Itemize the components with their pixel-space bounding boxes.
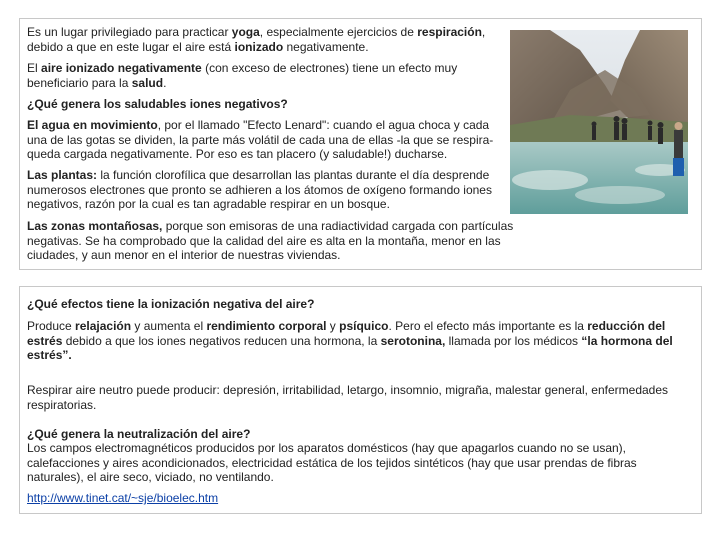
question-iones-negativos: ¿Qué genera los saludables iones negativos? <box>27 97 288 111</box>
text-segment: . <box>163 75 167 90</box>
bold-text-segment: psíquico <box>339 319 389 333</box>
bold-text-segment: El agua en movimiento <box>27 118 158 132</box>
paragraph-zonas-montanosas <box>27 219 522 263</box>
bioelec-link[interactable]: http://www.tinet.cat/~sje/bioelec.htm <box>27 491 219 505</box>
bold-text-segment: reducción del estrés <box>27 319 666 348</box>
text-segment: y aumenta el <box>131 319 207 333</box>
bold-text-segment: relajación <box>75 319 132 333</box>
text-segment: . Pero el efecto más importante es la <box>388 319 588 333</box>
question-efectos-ionizacion: ¿Qué efectos tiene la ionización negativa del aire? <box>27 297 315 311</box>
paragraph-efectos <box>27 319 677 363</box>
text-segment: , por el llamado "Efecto Lenard": cuando el agua choca y cada una de las gotas se dividen, la parte más volátil de cada una de ellas -la que se respira- queda cargada negativamente. Por eso es tan placero (y saludable!) ducharse. <box>27 118 494 161</box>
text-segment: Es un lugar privilegiado para practicar <box>27 25 232 39</box>
text-segment: llamada por los médicos <box>445 333 582 348</box>
paragraph-campos-electromagneticos: Los campos electromagnéticos producidos por los aparatos domésticos (hay que apagarlos cuando no se usan), calefacciones y aires acondicionados, electricidad estática de los tejidos sintéticos (hay que usar prendas de fibras naturales), el aire seco, viciado, no ventilando. <box>27 441 637 484</box>
paragraph-aire-ionizado <box>27 61 497 90</box>
text-segment: El <box>27 61 42 75</box>
bold-text-segment: respiración <box>417 25 482 39</box>
text-segment: y <box>326 319 340 333</box>
text-segment: Produce <box>27 319 76 333</box>
text-segment: , especialmente ejercicios de <box>259 25 418 39</box>
text-segment: , debido a que en este lugar el aire está <box>27 25 486 54</box>
text-segment: (con exceso de electrones) tiene un efecto muy beneficiario para la <box>27 61 458 90</box>
text-segment: negativamente. <box>283 39 369 54</box>
bold-text-segment: aire ionizado negativamente <box>41 61 202 75</box>
question-neutralizacion: ¿Qué genera la neutralización del aire? <box>27 427 251 441</box>
bold-text-segment: salud <box>131 75 164 90</box>
bold-text-segment: serotonina, <box>380 333 446 348</box>
bold-text-segment: Las zonas montañosas, <box>27 219 163 233</box>
text-segment: la función clorofílica que desarrollan las plantas durante el día desprende numerosos electrones que pronto se adhieren a los átomos de oxígeno formando iones negativos, razón por la cual es tan agradable respirar en un bosque. <box>27 168 492 211</box>
paragraph-aire-neutro: Respirar aire neutro puede producir: depresión, irritabilidad, letargo, insomnio, migraña, malestar general, enfermedades respiratorias. <box>27 383 669 412</box>
text-segment: debido a que los iones negativos reducen una hormona, la <box>62 333 381 348</box>
bold-text-segment: Las plantas: <box>27 168 98 182</box>
paragraph-yoga <box>27 25 497 54</box>
bold-text-segment: yoga <box>231 25 260 39</box>
bold-text-segment: “la hormona del estrés”. <box>27 333 673 362</box>
bold-text-segment: rendimiento corporal <box>206 319 327 333</box>
paragraph-agua-movimiento <box>27 118 512 162</box>
text-segment: porque son emisoras de una radiactividad cargada con partículas negativas. Se ha comprobado que la calidad del aire es alta en la montaña, menor en las ciudades, y aun menor en el interior de nuestras viviendas. <box>27 219 514 262</box>
paragraph-plantas <box>27 168 502 212</box>
bold-text-segment: ionizado <box>234 39 284 54</box>
canyon-river-photo <box>510 30 688 214</box>
